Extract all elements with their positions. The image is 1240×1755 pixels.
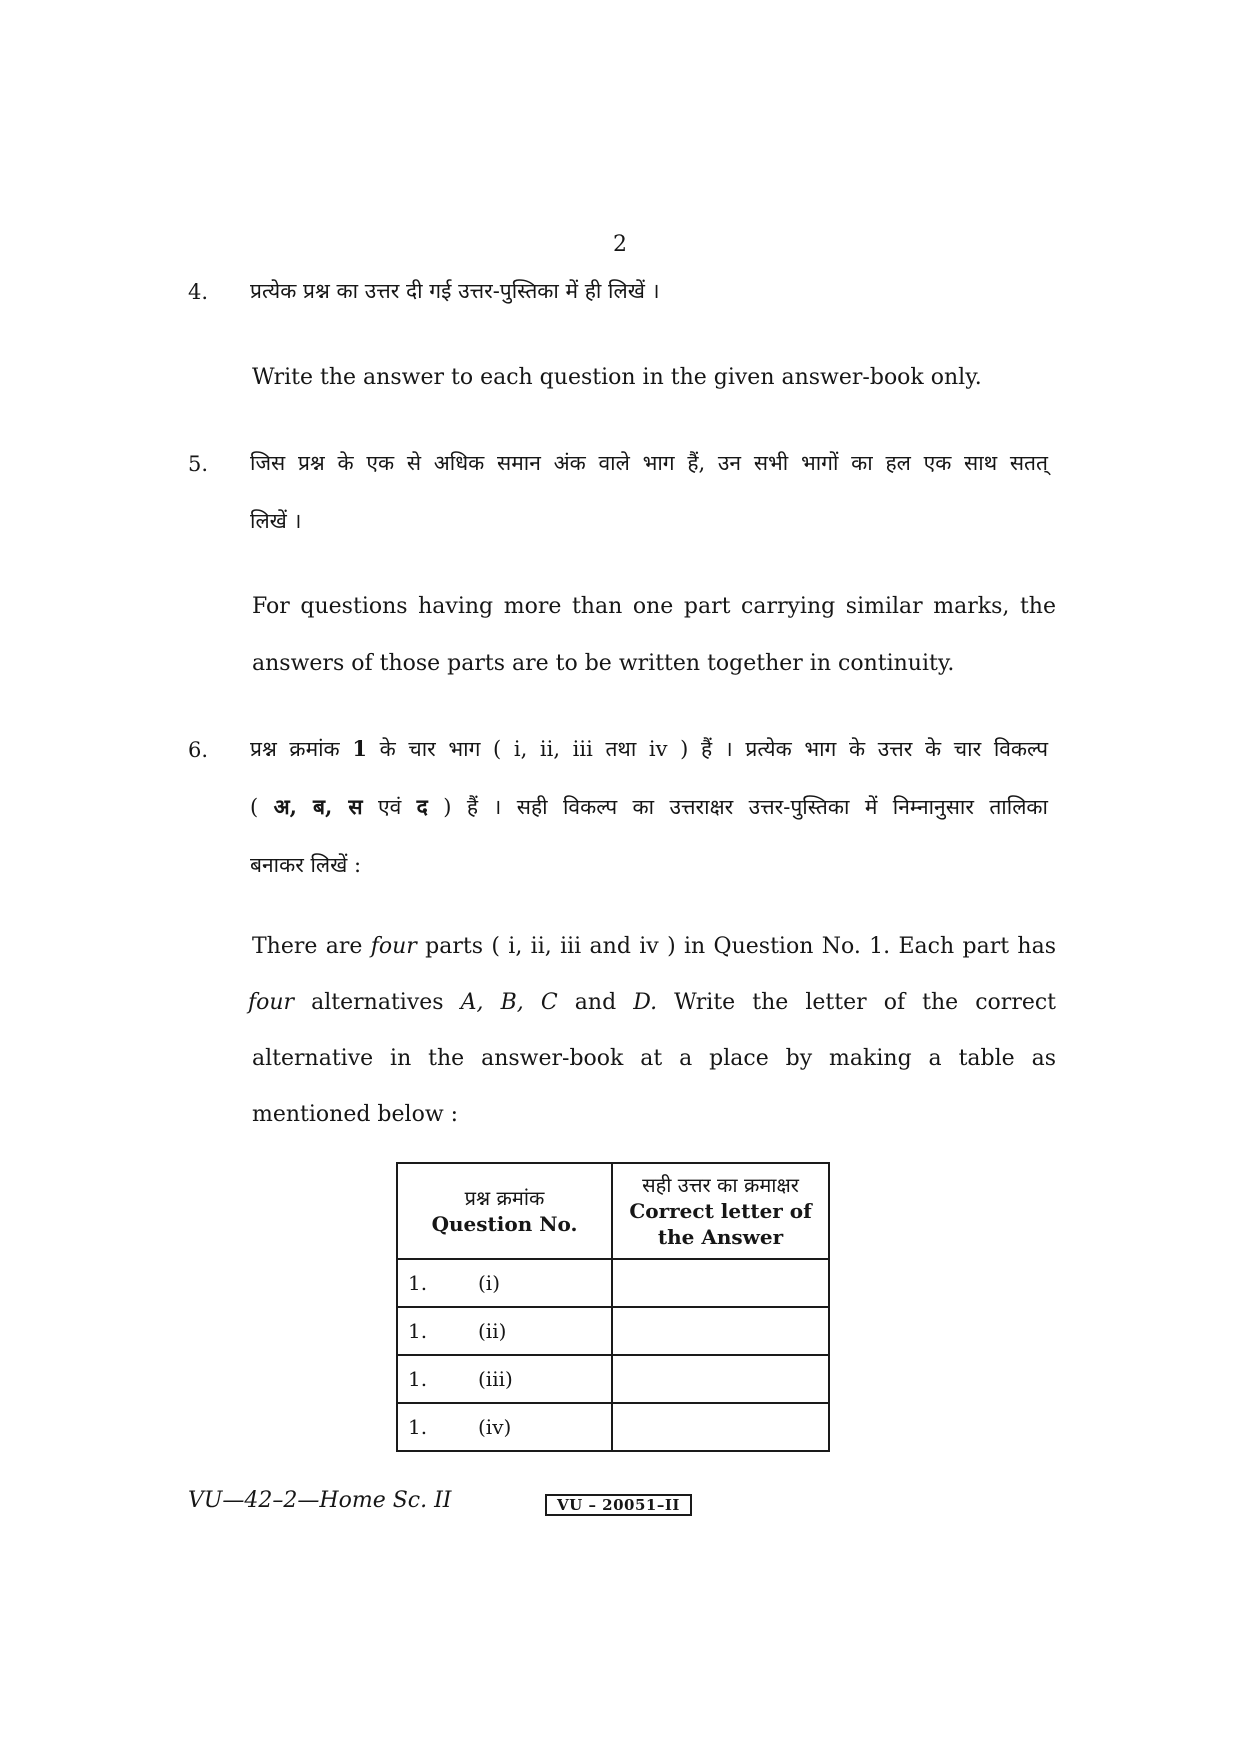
item-5-english-line-1: For questions having more than one part carrying similar marks, the — [252, 594, 1056, 619]
table-row — [397, 1355, 829, 1403]
answer-table — [396, 1162, 830, 1452]
answer-cell — [612, 1307, 829, 1355]
item-number-6: 6. — [188, 738, 209, 762]
item-4-hindi: प्रत्येक प्रश्न का उत्तर दी गई उत्तर-पुस्तिका में ही लिखें । — [250, 279, 660, 303]
table-row — [397, 1259, 829, 1307]
item-5-english-line-2: answers of those parts are to be written together in continuity. — [252, 651, 955, 676]
item-5-hindi-line-1: जिस प्रश्न के एक से अधिक समान अंक वाले भाग हैं, उन सभी भागों का हल एक साथ सतत् — [250, 451, 1048, 475]
table-header-english: Question No. — [431, 1212, 578, 1236]
item-6-english-line-2: four alternatives A, B, C and D. Write the letter of the correct — [248, 990, 1057, 1015]
answer-cell — [612, 1259, 829, 1307]
item-4-english: Write the answer to each question in the given answer-book only. — [252, 365, 982, 390]
footer-code-box: VU – 20051–II — [545, 1494, 692, 1516]
item-6-hindi-line-3: बनाकर लिखें : — [250, 853, 362, 877]
table-header-english: Correct letter of — [629, 1199, 812, 1223]
item-number-4: 4. — [188, 280, 209, 304]
answer-cell — [612, 1403, 829, 1451]
table-header-hindi: प्रश्न क्रमांक — [464, 1186, 545, 1210]
footer-paper-code: VU—42–2—Home Sc. II — [188, 1488, 452, 1513]
item-6-english-line-3: alternative in the answer-book at a place by making a table as — [252, 1046, 1056, 1071]
item-6-english-line-1: There are four parts ( i, ii, iii and iv ) in Question No. 1. Each part has — [252, 934, 1056, 959]
table-header-question-no — [397, 1163, 612, 1259]
table-row — [397, 1403, 829, 1451]
table-header-english: the Answer — [657, 1225, 784, 1249]
item-6-hindi-line-2: ( अ, ब, स एवं द ) हैं । सही विकल्प का उत्तराक्षर उत्तर-पुस्तिका में निम्नानुसार तालिका — [250, 794, 1048, 819]
table-row — [397, 1307, 829, 1355]
table-header-correct-letter — [612, 1163, 829, 1259]
table-header-hindi: सही उत्तर का क्रमाक्षर — [642, 1173, 799, 1197]
item-5-hindi-line-2: लिखें । — [250, 509, 302, 533]
question-cell: 1. (i) — [397, 1259, 612, 1307]
answer-cell — [612, 1355, 829, 1403]
item-6-english-line-4: mentioned below : — [252, 1102, 459, 1127]
page-number: 2 — [613, 232, 627, 257]
question-cell: 1. (iv) — [397, 1403, 612, 1451]
item-6-hindi-line-1: प्रश्न क्रमांक 1 के चार भाग ( i, ii, iii तथा iv ) हैं । प्रत्येक भाग के उत्तर के चार विकल्प — [250, 736, 1048, 761]
item-number-5: 5. — [188, 452, 209, 476]
question-cell: 1. (iii) — [397, 1355, 612, 1403]
question-cell: 1. (ii) — [397, 1307, 612, 1355]
